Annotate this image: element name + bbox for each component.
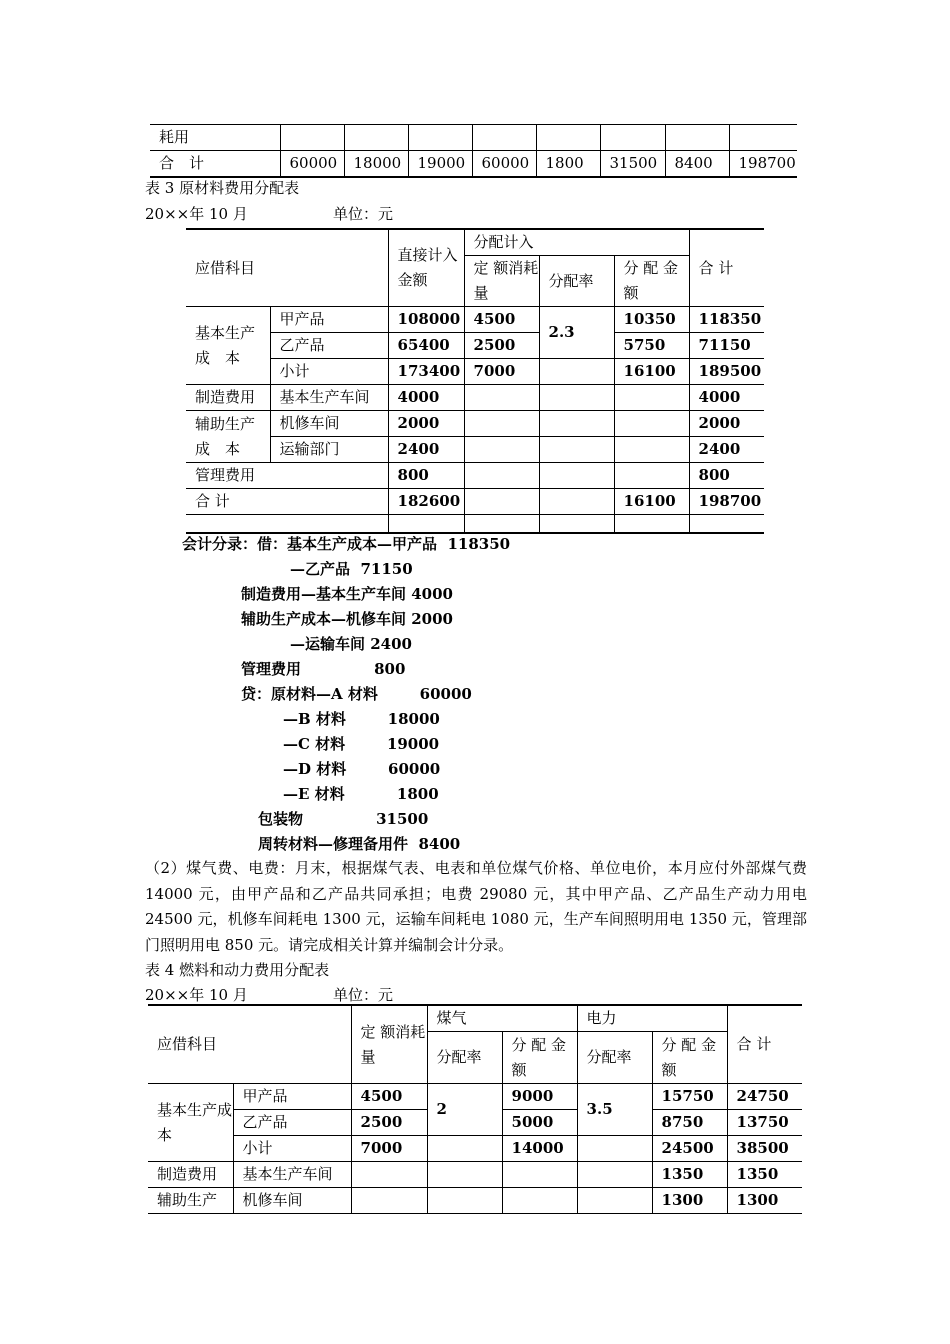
journal-line: —乙产品 71150 [290,560,413,578]
header-direct: 直接计入金额 [388,229,464,307]
table3-date: 20××年 10 月 [145,205,248,223]
table4-date: 20××年 10 月 [145,986,248,1004]
row-main: 制造费用 [148,1162,233,1188]
row-sub: 乙产品 [270,333,388,359]
row-label-consumption: 耗用 [150,125,280,151]
cell-quota: 4500 [464,307,539,333]
table4-fuel-power-allocation [148,1004,802,1214]
header-power-rate: 分配率 [577,1032,652,1084]
header-gas-rate: 分配率 [427,1032,502,1084]
row-sub: 小计 [270,359,388,385]
journal-line: —D 材料 60000 [283,760,441,778]
group-basic-production: 基本生产成 本 [186,307,270,385]
header-total: 合 计 [689,229,764,307]
header-power-amount: 分 配 金额 [652,1032,727,1084]
cell-power-amount: 15750 [652,1084,727,1110]
header-rate: 分配率 [539,256,614,307]
header-amount: 分 配 金额 [614,256,689,307]
table3-material-allocation [186,228,764,534]
cell-rate: 2.3 [539,307,614,359]
cell-direct: 108000 [388,307,464,333]
cell-direct: 65400 [388,333,464,359]
cell-total: 1300 [727,1188,802,1214]
cell-total: 1350 [727,1162,802,1188]
table-top-partial [150,124,797,178]
cell-total-b: 18000 [344,151,408,178]
cell-total: 189500 [689,359,764,385]
problem-paragraph: （2）煤气费、电费：月末，根据煤气表、电表和单位煤气价格、单位电价，本月应付外部煤气费14000 元，由甲产品和乙产品共同承担；电费 29080 元，其中甲产品、乙产品生产动力用电 24500 元，机修车间耗电 1300 元，运输车间耗电 1080 元，生产车间照明用电 1350 元，管理部门照明用电 850 元。请完成相关计算并编制会计分录。 [145,859,807,954]
row-main: 辅助生产 [148,1188,233,1214]
cell-total-c: 19000 [408,151,472,178]
cell-amount: 5750 [614,333,689,359]
cell-direct: 182600 [388,489,464,515]
header-allocated: 分配计入 [464,229,689,256]
row-sub: 甲产品 [233,1084,351,1110]
cell-total: 800 [689,463,764,489]
cell-total: 38500 [727,1136,802,1162]
group-aux-production: 辅助生产成 本 [186,411,270,463]
cell-direct: 800 [388,463,464,489]
journal-line: 贷：原材料—A 材料 60000 [241,685,472,703]
row-sub: 机修车间 [233,1188,351,1214]
row-sub: 运输部门 [270,437,388,463]
header-gas: 煤气 [427,1005,577,1032]
row-sub: 乙产品 [233,1110,351,1136]
cell-total-sum: 198700 [729,151,797,178]
header-quota: 定 额消耗量 [351,1005,427,1084]
cell-total: 2400 [689,437,764,463]
cell-quota: 2500 [464,333,539,359]
journal-line: 包装物 31500 [258,810,429,828]
header-power: 电力 [577,1005,727,1032]
cell-gas-amount: 14000 [502,1136,577,1162]
cell-total-pack: 31500 [600,151,665,178]
cell-quota: 4500 [351,1084,427,1110]
journal-line: 会计分录：借：基本生产成本—甲产品 118350 [182,535,511,553]
cell-total: 118350 [689,307,764,333]
cell-direct: 4000 [388,385,464,411]
row-main: 管理费用 [186,463,388,489]
cell-direct: 173400 [388,359,464,385]
table4-unit: 单位：元 [333,986,394,1004]
cell-total: 4000 [689,385,764,411]
table3-caption: 表 3 原材料费用分配表 [145,179,300,197]
cell-power-amount: 1350 [652,1162,727,1188]
cell-total: 2000 [689,411,764,437]
header-quota: 定 额消耗量 [464,256,539,307]
row-sub: 小计 [233,1136,351,1162]
cell-power-amount: 1300 [652,1188,727,1214]
cell-quota: 2500 [351,1110,427,1136]
row-sub: 基本生产车间 [233,1162,351,1188]
row-label-total: 合 计 [150,151,280,178]
row-sub: 甲产品 [270,307,388,333]
cell-total: 198700 [689,489,764,515]
cell-total-a: 60000 [280,151,344,178]
cell-gas-amount: 9000 [502,1084,577,1110]
cell-total: 71150 [689,333,764,359]
cell-gas-amount: 5000 [502,1110,577,1136]
table4-caption: 表 4 燃料和动力费用分配表 [145,961,330,979]
journal-line: —E 材料 1800 [283,785,439,803]
header-gas-amount: 分 配 金额 [502,1032,577,1084]
cell-gas-rate: 2 [427,1084,502,1136]
cell-total: 13750 [727,1110,802,1136]
row-sub: 基本生产车间 [270,385,388,411]
cell-power-amount: 24500 [652,1136,727,1162]
journal-line: 辅助生产成本—机修车间 2000 [241,610,453,628]
cell-total-d: 60000 [472,151,536,178]
journal-line: —B 材料 18000 [283,710,440,728]
cell-total-turnover: 8400 [665,151,729,178]
cell-amount: 16100 [614,359,689,385]
group-basic-production: 基本生产成 本 [148,1084,233,1162]
row-main: 合 计 [186,489,388,515]
journal-line: 制造费用—基本生产车间 4000 [241,585,453,603]
journal-line: 管理费用 800 [241,660,406,678]
journal-line: 周转材料—修理备用件 8400 [258,835,461,853]
header-total: 合 计 [727,1005,802,1084]
cell-total-e: 1800 [536,151,600,178]
cell-direct: 2000 [388,411,464,437]
cell-direct: 2400 [388,437,464,463]
table3-unit: 单位：元 [333,205,394,223]
journal-line: —运输车间 2400 [290,635,412,653]
cell-amount: 16100 [614,489,689,515]
cell-total: 24750 [727,1084,802,1110]
cell-amount: 10350 [614,307,689,333]
journal-line: —C 材料 19000 [283,735,440,753]
cell-power-rate: 3.5 [577,1084,652,1136]
row-sub: 机修车间 [270,411,388,437]
cell-quota: 7000 [464,359,539,385]
cell-quota: 7000 [351,1136,427,1162]
cell-power-amount: 8750 [652,1110,727,1136]
row-main: 制造费用 [186,385,270,411]
header-subject: 应借科目 [148,1005,351,1084]
header-subject: 应借科目 [186,229,388,307]
